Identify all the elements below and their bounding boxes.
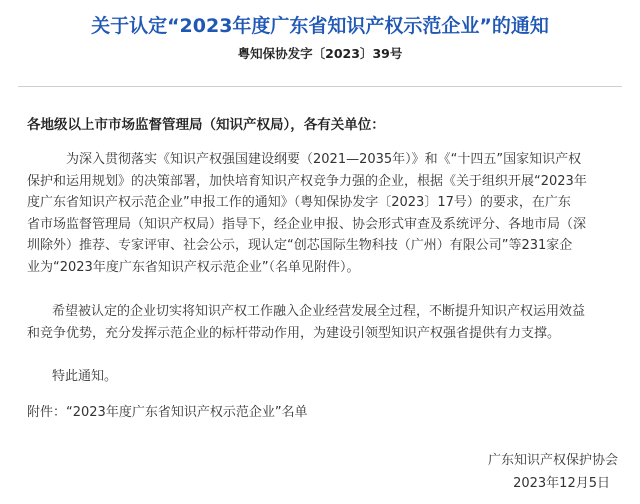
salutation: 各地级以上市市场监督管理局（知识产权局），各有关单位： [27,117,385,133]
paragraph-line: 希望被认定的企业切实将知识产权工作融入企业经营发展全过程，不断提升知识产权运用效益 [52,304,586,319]
paragraph-line: 为深入贯彻落实《知识产权强国建设纲要（2021—2035年）》和《“十四五”国家知识产权 [66,152,582,167]
paragraph-closing [52,366,612,388]
document-number: 粤知保协发字〔2023〕39号 [237,46,403,61]
paragraph-line: 业为“2023年度广东省知识产权示范企业”（名单见附件）。 [27,259,360,275]
signature-date: 2023年12月5日 [513,476,610,491]
paragraph-line: 特此通知。 [52,369,118,384]
paragraph-line: 度广东省知识产权示范企业”申报工作的通知》（粤知保协发字〔2023〕17号）的要求，在广东 [27,195,571,211]
header-divider [18,86,622,87]
paragraph-line: 和竞争优势，充分发挥示范企业的标杆带动作用，为建设引领型知识产权强省提供有力支撑。 [27,325,561,341]
attachment-line [27,402,587,424]
signature-organization: 广东知识产权保护协会 [487,453,618,468]
paragraph-line: 保护和运用规划》的决策部署，加快培育知识产权竞争力强的企业，根据《关于组织开展“2023年 [27,173,587,189]
paragraph-hope [27,301,612,344]
paragraph-line: 省市场监督管理局（知识产权局）指导下，经企业申报、协会形式审查及系统评分、各地市局（深 [27,216,587,232]
notice-title: 关于认定“2023年度广东省知识产权示范企业”的通知 [91,15,549,37]
paragraph-main [27,149,612,279]
attachment-text: 附件：“2023年度广东省知识产权示范企业”名单 [27,405,308,420]
paragraph-line: 圳除外）推荐、专家评审、社会公示，现认定“创芯国际生物科技（广州）有限公司”等231家企 [27,238,573,254]
